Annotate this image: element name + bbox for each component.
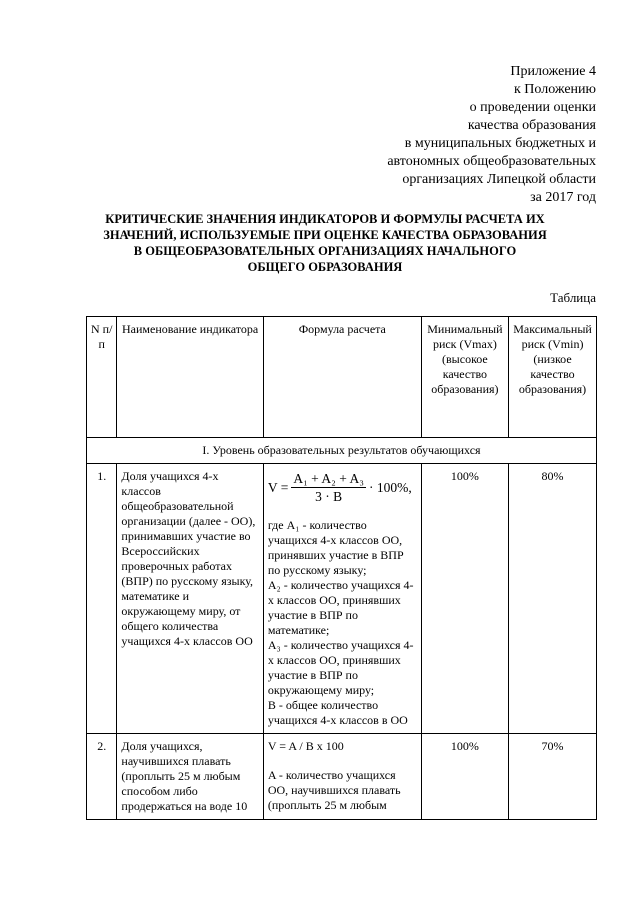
formula-legend-line: A₂ - количество учащихся 4-х классов ОО, принявших участие в ВПР по математике; — [267, 578, 414, 637]
section-title: I. Уровень образовательных результатов обучающихся — [87, 438, 597, 464]
row-formula-cell — [263, 734, 421, 820]
appendix-line: к Положению — [513, 82, 596, 97]
formula-lhs: V = — [267, 480, 289, 495]
formula — [268, 471, 417, 504]
row-formula-cell — [263, 464, 421, 734]
appendix-line: качества образования — [467, 118, 596, 133]
formula-rhs: · 100%, — [368, 480, 412, 495]
row-min-risk: 100% — [421, 464, 508, 734]
table-row — [87, 464, 597, 734]
table-caption: Таблица — [550, 290, 596, 305]
row-num: 1. — [87, 464, 117, 734]
section-row — [87, 438, 597, 464]
row-indicator-name: Доля учащихся, научившихся плавать (проплыть 25 м любым способом либо продержаться на воде 10 — [117, 734, 263, 820]
row-max-risk: 80% — [509, 464, 597, 734]
title-line: ЗНАЧЕНИЙ, ИСПОЛЬЗУЕМЫЕ ПРИ ОЦЕНКЕ КАЧЕСТВА ОБРАЗОВАНИЯ — [103, 228, 547, 242]
formula-legend-line: где A₁ - количество учащихся 4-х классов ОО, принявших участие в ВПР по русскому языку; — [267, 518, 404, 577]
row-max-risk: 70% — [509, 734, 597, 820]
appendix-line: Приложение 4 — [510, 64, 596, 79]
appendix-block — [296, 63, 596, 207]
title-line: КРИТИЧЕСКИЕ ЗНАЧЕНИЯ ИНДИКАТОРОВ И ФОРМУЛЫ РАСЧЕТА ИХ — [105, 212, 545, 226]
appendix-line: автономных общеобразовательных — [387, 154, 596, 169]
appendix-line: в муниципальных бюджетных и — [404, 136, 596, 151]
header-min-risk: Минимальный риск (Vmax) (высокое качество образования) — [421, 317, 508, 438]
row-min-risk: 100% — [421, 734, 508, 820]
header-formula: Формула расчета — [263, 317, 421, 438]
appendix-line: за 2017 год — [530, 190, 596, 205]
header-name: Наименование индикатора — [117, 317, 263, 438]
row-num: 2. — [87, 734, 117, 820]
formula-fraction — [291, 471, 366, 504]
title-line: В ОБЩЕОБРАЗОВАТЕЛЬНЫХ ОРГАНИЗАЦИЯХ НАЧАЛЬНОГО — [133, 244, 517, 258]
document-title — [100, 211, 550, 275]
appendix-line: о проведении оценки — [469, 100, 596, 115]
formula-legend-line: A₃ - количество учащихся 4-х классов ОО, принявших участие в ВПР по окружающему миру; — [267, 638, 414, 697]
indicators-table — [86, 316, 597, 820]
formula-denominator: 3 · B — [315, 489, 343, 504]
formula-numerator: A₁ + A₂ + A₃ — [293, 471, 364, 486]
header-num: N п/п — [87, 317, 117, 438]
row-indicator-name: Доля учащихся 4-х классов общеобразовательной организации (далее - ОО), принимавших участие во Всероссийских проверочных работах (ВПР) по русскому языку, математике и окружающему миру, от общего количества учащихся 4-х классов ОО — [117, 464, 263, 734]
header-max-risk: Максимальный риск (Vmin) (низкое качество образования) — [509, 317, 597, 438]
appendix-line: организациях Липецкой области — [402, 172, 596, 187]
table-row — [87, 734, 597, 820]
table-header-row — [87, 317, 597, 438]
title-line: ОБЩЕГО ОБРАЗОВАНИЯ — [247, 260, 403, 274]
formula-legend-line: A - количество учащихся ОО, научившихся плавать (проплыть 25 м любым — [267, 768, 401, 812]
formula-legend-line: B - общее количество учащихся 4-х классов в ОО — [267, 698, 408, 727]
formula-text: V = A / B x 100 — [267, 739, 344, 753]
